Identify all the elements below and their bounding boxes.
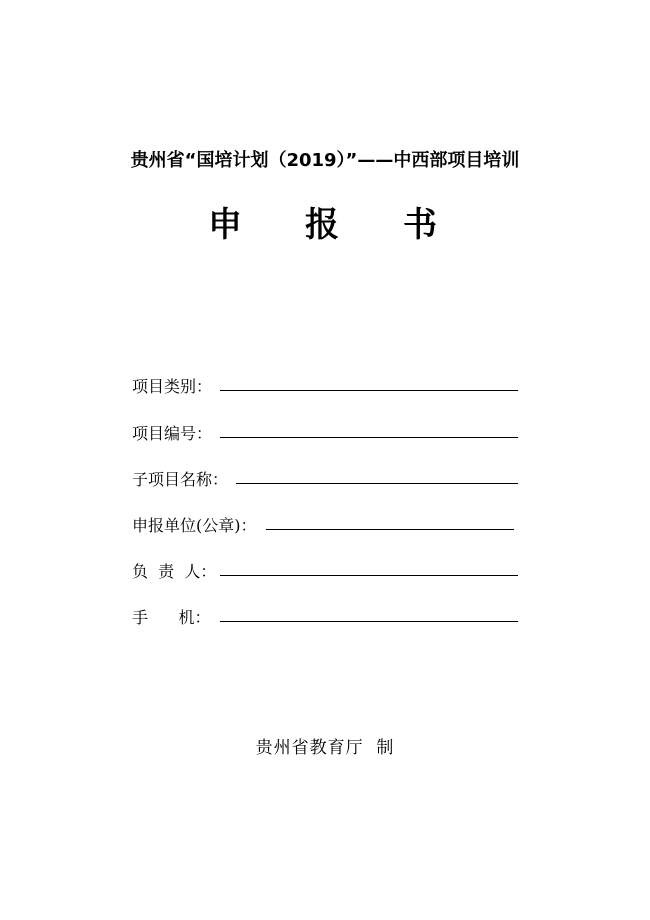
issuer-footer: 贵州省教育厅 制 xyxy=(255,738,395,758)
form-row-person-in-charge xyxy=(132,557,216,583)
project-number-field[interactable] xyxy=(220,437,518,438)
form-label: 负 责 人： xyxy=(132,562,217,581)
form-row-project-number xyxy=(132,419,212,445)
form-row-applicant-unit xyxy=(132,511,257,537)
form-label: 子项目名称： xyxy=(132,470,229,489)
document-subtitle: 贵州省“国培计划（2019）”——中西部项目培训 xyxy=(130,150,520,171)
form-label: 手 机： xyxy=(132,608,211,627)
title-char-shen: 申 xyxy=(208,205,242,245)
form-label: 项目编号： xyxy=(132,424,213,443)
form-row-project-category xyxy=(132,372,212,398)
title-char-shu: 书 xyxy=(403,205,437,245)
project-category-field[interactable] xyxy=(220,390,518,391)
form-row-subproject-name xyxy=(132,465,228,491)
form-row-mobile xyxy=(132,603,211,629)
form-label: 申报单位(公章)： xyxy=(132,516,257,535)
person-in-charge-field[interactable] xyxy=(220,575,518,576)
applicant-unit-field[interactable] xyxy=(266,529,514,530)
form-label: 项目类别： xyxy=(132,377,213,396)
title-char-bao: 报 xyxy=(305,205,339,245)
mobile-field[interactable] xyxy=(220,621,518,622)
subproject-name-field[interactable] xyxy=(236,483,518,484)
